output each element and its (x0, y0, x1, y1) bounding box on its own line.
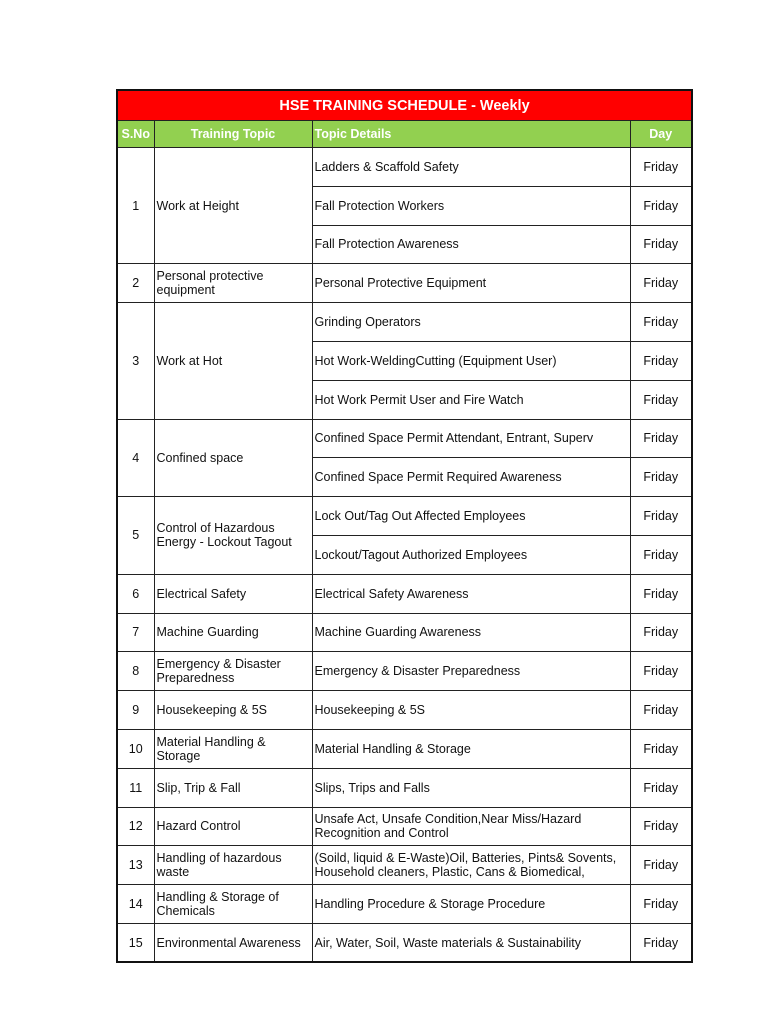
serial-number: 9 (117, 691, 154, 730)
training-topic: Material Handling & Storage (154, 729, 312, 768)
training-day: Friday (630, 148, 692, 187)
training-day: Friday (630, 768, 692, 807)
training-topic: Work at Hot (154, 303, 312, 419)
serial-number: 14 (117, 885, 154, 924)
training-topic: Handling of hazardous waste (154, 846, 312, 885)
table-row (117, 885, 692, 924)
table-row (117, 768, 692, 807)
topic-detail: Handling Procedure & Storage Procedure (312, 885, 630, 924)
table-row (117, 613, 692, 652)
topic-detail: Fall Protection Workers (312, 186, 630, 225)
training-day: Friday (630, 574, 692, 613)
training-topic: Machine Guarding (154, 613, 312, 652)
training-topic: Handling & Storage of Chemicals (154, 885, 312, 924)
header-sno: S.No (117, 121, 154, 148)
training-day: Friday (630, 846, 692, 885)
table-row (117, 264, 692, 303)
table-row (117, 148, 692, 187)
training-topic: Hazard Control (154, 807, 312, 846)
training-day: Friday (630, 341, 692, 380)
schedule-sheet (116, 89, 691, 963)
topic-detail: Hot Work-WeldingCutting (Equipment User) (312, 341, 630, 380)
training-topic: Slip, Trip & Fall (154, 768, 312, 807)
training-topic: Control of Hazardous Energy - Lockout Tagout (154, 497, 312, 575)
topic-detail: Ladders & Scaffold Safety (312, 148, 630, 187)
topic-detail: Lock Out/Tag Out Affected Employees (312, 497, 630, 536)
training-topic: Electrical Safety (154, 574, 312, 613)
serial-number: 7 (117, 613, 154, 652)
training-topic: Personal protective equipment (154, 264, 312, 303)
schedule-title: HSE TRAINING SCHEDULE - Weekly (117, 90, 692, 121)
training-topic: Confined space (154, 419, 312, 497)
training-day: Friday (630, 535, 692, 574)
topic-detail: Lockout/Tagout Authorized Employees (312, 535, 630, 574)
topic-detail: Confined Space Permit Required Awareness (312, 458, 630, 497)
topic-detail: Air, Water, Soil, Waste materials & Sustainability (312, 923, 630, 962)
topic-detail: (Soild, liquid & E-Waste)Oil, Batteries, Pints& Sovents, Household cleaners, Plastic, Cans & Biomedical, (312, 846, 630, 885)
table-row (117, 846, 692, 885)
table-row (117, 497, 692, 536)
training-day: Friday (630, 380, 692, 419)
topic-detail: Housekeeping & 5S (312, 691, 630, 730)
serial-number: 11 (117, 768, 154, 807)
training-day: Friday (630, 264, 692, 303)
training-day: Friday (630, 691, 692, 730)
topic-detail: Electrical Safety Awareness (312, 574, 630, 613)
training-schedule-table (116, 89, 693, 963)
table-row (117, 729, 692, 768)
topic-detail: Hot Work Permit User and Fire Watch (312, 380, 630, 419)
training-day: Friday (630, 303, 692, 342)
serial-number: 3 (117, 303, 154, 419)
topic-detail: Fall Protection Awareness (312, 225, 630, 264)
training-day: Friday (630, 186, 692, 225)
serial-number: 2 (117, 264, 154, 303)
topic-detail: Confined Space Permit Attendant, Entrant, Superv (312, 419, 630, 458)
header-topic-details: Topic Details (312, 121, 630, 148)
training-day: Friday (630, 729, 692, 768)
training-day: Friday (630, 497, 692, 536)
training-day: Friday (630, 885, 692, 924)
training-topic: Work at Height (154, 148, 312, 264)
serial-number: 15 (117, 923, 154, 962)
topic-detail: Machine Guarding Awareness (312, 613, 630, 652)
serial-number: 12 (117, 807, 154, 846)
serial-number: 4 (117, 419, 154, 497)
training-day: Friday (630, 458, 692, 497)
serial-number: 13 (117, 846, 154, 885)
header-day: Day (630, 121, 692, 148)
table-row (117, 574, 692, 613)
table-row (117, 419, 692, 458)
serial-number: 6 (117, 574, 154, 613)
training-day: Friday (630, 225, 692, 264)
topic-detail: Grinding Operators (312, 303, 630, 342)
training-topic: Environmental Awareness (154, 923, 312, 962)
training-day: Friday (630, 613, 692, 652)
training-day: Friday (630, 807, 692, 846)
table-row (117, 303, 692, 342)
serial-number: 8 (117, 652, 154, 691)
topic-detail: Personal Protective Equipment (312, 264, 630, 303)
header-row (117, 121, 692, 148)
table-row (117, 923, 692, 962)
schedule-body (117, 148, 692, 963)
header-training-topic: Training Topic (154, 121, 312, 148)
serial-number: 10 (117, 729, 154, 768)
topic-detail: Unsafe Act, Unsafe Condition,Near Miss/Hazard Recognition and Control (312, 807, 630, 846)
topic-detail: Material Handling & Storage (312, 729, 630, 768)
serial-number: 5 (117, 497, 154, 575)
topic-detail: Emergency & Disaster Preparedness (312, 652, 630, 691)
training-topic: Emergency & Disaster Preparedness (154, 652, 312, 691)
table-row (117, 807, 692, 846)
table-row (117, 652, 692, 691)
serial-number: 1 (117, 148, 154, 264)
table-row (117, 691, 692, 730)
training-day: Friday (630, 923, 692, 962)
training-day: Friday (630, 652, 692, 691)
training-topic: Housekeeping & 5S (154, 691, 312, 730)
topic-detail: Slips, Trips and Falls (312, 768, 630, 807)
training-day: Friday (630, 419, 692, 458)
